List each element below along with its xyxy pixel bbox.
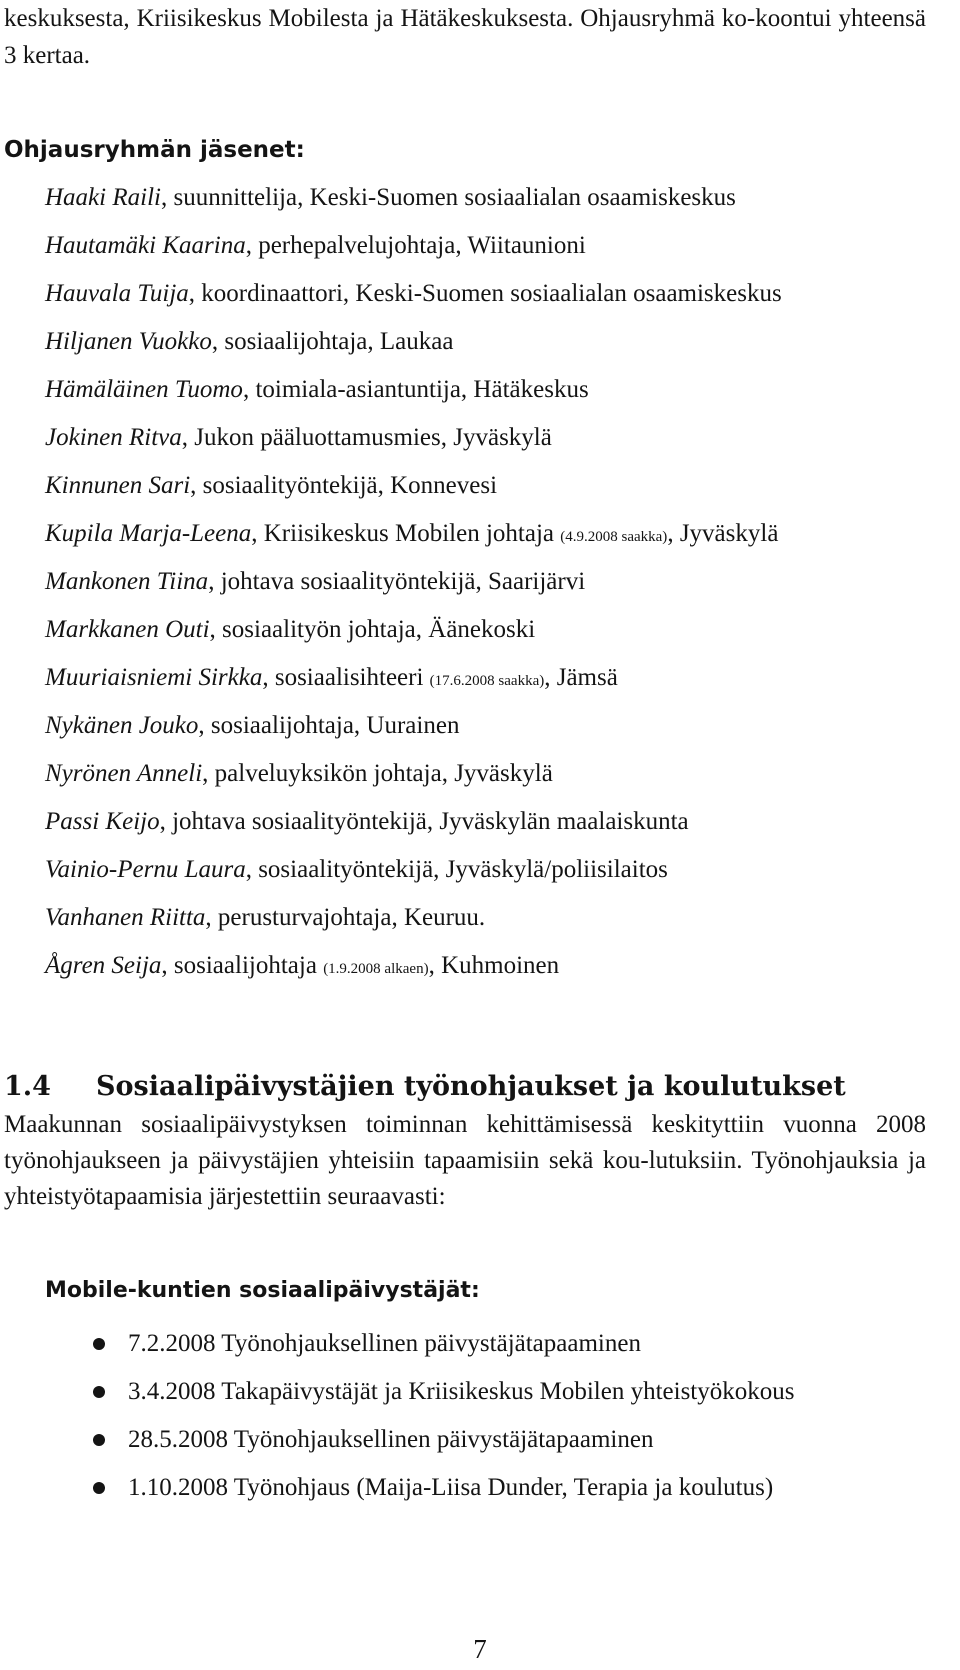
member-name: Muuriaisniemi Sirkka [45,664,263,691]
member-name: Ågren Seija [45,952,162,979]
section-title: Sosiaalipäivystäjien työnohjaukset ja koulutukset [96,1071,846,1102]
member-role: , sosiaalityöntekijä, Jyväskylä/poliisilaitos [245,856,668,883]
member-role: , sosiaalisihteeri [262,664,430,691]
member-name: Jokinen Ritva [45,424,182,451]
mobile-municipalities-heading: Mobile-kuntien sosiaalipäivystäjät: [45,1278,480,1303]
member-name: Kinnunen Sari [45,472,191,499]
steering-group-heading: Ohjausryhmän jäsenet: [4,137,305,163]
member-name: Hiljanen Vuokko [45,328,212,355]
bullet-icon [93,1434,105,1446]
member-entry [45,462,945,510]
member-name: Kupila Marja-Leena [45,520,252,547]
member-tenure-note: (17.6.2008 saakka) [429,673,545,689]
member-entry [45,270,945,318]
member-role: , sosiaalityöntekijä, Konnevesi [190,472,498,499]
list-item [85,1464,945,1512]
member-name: Haaki Raili [45,184,161,211]
member-entry [45,894,945,942]
member-name: Nyrönen Anneli [45,760,203,787]
list-item [85,1320,945,1368]
member-entry [45,750,945,798]
member-role: , sosiaalijohtaja [161,952,324,979]
member-entry [45,558,945,606]
member-role: , perusturvajohtaja, Keuruu. [205,904,486,931]
member-location: , Jämsä [544,664,618,691]
bullet-icon [93,1482,105,1494]
member-role: , Jukon pääluottamusmies, Jyväskylä [181,424,552,451]
member-entry [45,798,945,846]
member-entry [45,222,945,270]
member-role: , sosiaalijohtaja, Uurainen [198,712,460,739]
member-entry [45,606,945,654]
member-name: Vanhanen Riitta [45,904,206,931]
member-entry [45,366,945,414]
bullet-icon [93,1386,105,1398]
member-entry [45,174,945,222]
member-role: , koordinaattori, Keski-Suomen sosiaalialan osaamiskeskus [188,280,782,307]
section-heading [4,1065,846,1109]
member-entry [45,510,945,558]
member-role: , sosiaalijohtaja, Laukaa [211,328,454,355]
member-name: Hautamäki Kaarina [45,232,246,259]
member-role: , johtava sosiaalityöntekijä, Saarijärvi [208,568,586,595]
steering-group-member-list [45,174,945,990]
member-tenure-note: (4.9.2008 saakka) [560,529,668,545]
member-location: , Kuhmoinen [428,952,560,979]
member-role: , toimiala-asiantuntija, Hätäkeskus [242,376,589,403]
list-item [85,1368,945,1416]
member-name: Markkanen Outi [45,616,210,643]
event-list [85,1320,945,1512]
event-text: 28.5.2008 Työnohjauksellinen päivystäjätapaaminen [128,1426,654,1453]
member-tenure-note: (1.9.2008 alkaen) [323,961,429,977]
member-role: , perhepalvelujohtaja, Wiitaunioni [245,232,586,259]
member-role: , palveluyksikön johtaja, Jyväskylä [202,760,553,787]
event-text: 1.10.2008 Työnohjaus (Maija-Liisa Dunder, Terapia ja koulutus) [128,1474,774,1501]
member-entry [45,414,945,462]
list-item [85,1416,945,1464]
member-name: Hauvala Tuija [45,280,189,307]
member-role: , Kriisikeskus Mobilen johtaja [251,520,561,547]
member-name: Hämäläinen Tuomo [45,376,243,403]
member-name: Vainio-Pernu Laura [45,856,246,883]
member-role: , suunnittelija, Keski-Suomen sosiaalialan osaamiskeskus [160,184,736,211]
member-name: Nykänen Jouko [45,712,199,739]
member-entry [45,942,945,990]
member-role: , sosiaalityön johtaja, Äänekoski [209,616,536,643]
member-location: , Jyväskylä [667,520,779,547]
event-text: 3.4.2008 Takapäivystäjät ja Kriisikeskus Mobilen yhteistyökokous [128,1378,795,1405]
member-entry [45,702,945,750]
intro-paragraph: keskuksesta, Kriisikeskus Mobilesta ja Hätäkeskuksesta. Ohjausryhmä ko-koontui yhteensä 3 kertaa. [4,5,926,69]
member-role: , johtava sosiaalityöntekijä, Jyväskylän maalaiskunta [159,808,689,835]
member-name: Passi Keijo [45,808,160,835]
event-text: 7.2.2008 Työnohjauksellinen päivystäjätapaaminen [128,1330,641,1357]
member-entry [45,654,945,702]
section-paragraph: Maakunnan sosiaalipäivystyksen toiminnan kehittämisessä keskityttiin vuonna 2008 työnohjaukseen ja päivystäjien yhteisiin tapaamisiin sekä kou-lutuksiin. Työnohjauksia ja yhteistyötapaamisia järjestettiin seuraavasti: [4,1111,926,1210]
page-number: 7 [473,1634,487,1664]
member-entry [45,846,945,894]
section-number: 1.4 [4,1071,51,1102]
bullet-icon [93,1338,105,1350]
member-entry [45,318,945,366]
member-name: Mankonen Tiina [45,568,209,595]
